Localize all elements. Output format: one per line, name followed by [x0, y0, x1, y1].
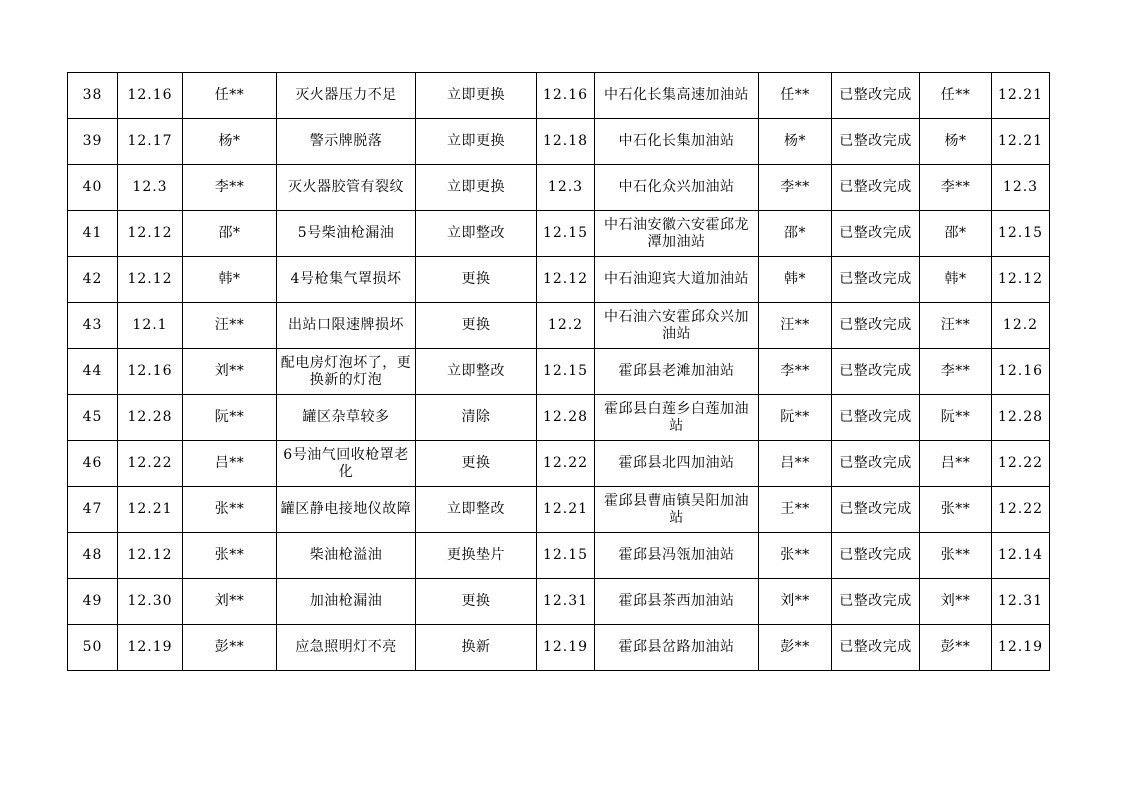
cell-verify-date: 12.15	[992, 211, 1050, 257]
cell-station: 中石化长集加油站	[595, 119, 759, 165]
cell-fix-date: 12.15	[537, 349, 595, 395]
cell-reporter: 彭**	[183, 625, 277, 671]
cell-verify-date: 12.22	[992, 441, 1050, 487]
table-row	[68, 257, 1050, 303]
cell-status: 已整改完成	[832, 625, 920, 671]
cell-fix-date: 12.22	[537, 441, 595, 487]
table-row	[68, 349, 1050, 395]
table-row	[68, 395, 1050, 441]
cell-verify-date: 12.22	[992, 487, 1050, 533]
cell-station: 中石油迎宾大道加油站	[595, 257, 759, 303]
cell-status: 已整改完成	[832, 579, 920, 625]
cell-found-date: 12.19	[118, 625, 183, 671]
rectification-table	[67, 72, 1050, 671]
cell-status: 已整改完成	[832, 487, 920, 533]
cell-issue: 警示牌脱落	[277, 119, 416, 165]
cell-no: 49	[68, 579, 118, 625]
cell-fix-date: 12.28	[537, 395, 595, 441]
cell-measure: 更换	[416, 257, 537, 303]
cell-station: 中石化众兴加油站	[595, 165, 759, 211]
table-row	[68, 625, 1050, 671]
cell-found-date: 12.17	[118, 119, 183, 165]
cell-no: 48	[68, 533, 118, 579]
cell-station: 霍邱县曹庙镇吴阳加油站	[595, 487, 759, 533]
cell-verify-date: 12.28	[992, 395, 1050, 441]
cell-measure: 立即更换	[416, 165, 537, 211]
cell-fix-date: 12.19	[537, 625, 595, 671]
cell-fixer: 邵*	[759, 211, 832, 257]
cell-status: 已整改完成	[832, 349, 920, 395]
cell-no: 39	[68, 119, 118, 165]
cell-fixer: 彭**	[759, 625, 832, 671]
cell-fixer: 吕**	[759, 441, 832, 487]
cell-no: 46	[68, 441, 118, 487]
cell-status: 已整改完成	[832, 165, 920, 211]
table-row	[68, 211, 1050, 257]
cell-fixer: 张**	[759, 533, 832, 579]
cell-no: 43	[68, 303, 118, 349]
cell-issue: 灭火器压力不足	[277, 73, 416, 119]
cell-verifier: 邵*	[920, 211, 992, 257]
cell-fixer: 杨*	[759, 119, 832, 165]
cell-found-date: 12.21	[118, 487, 183, 533]
cell-fixer: 汪**	[759, 303, 832, 349]
cell-no: 42	[68, 257, 118, 303]
cell-reporter: 张**	[183, 533, 277, 579]
cell-fix-date: 12.3	[537, 165, 595, 211]
cell-fixer: 王**	[759, 487, 832, 533]
cell-issue: 5号柴油枪漏油	[277, 211, 416, 257]
cell-found-date: 12.12	[118, 211, 183, 257]
cell-found-date: 12.30	[118, 579, 183, 625]
cell-measure: 立即整改	[416, 349, 537, 395]
cell-measure: 更换垫片	[416, 533, 537, 579]
cell-measure: 更换	[416, 303, 537, 349]
cell-no: 50	[68, 625, 118, 671]
cell-reporter: 张**	[183, 487, 277, 533]
cell-station: 霍邱县白莲乡白莲加油站	[595, 395, 759, 441]
cell-fix-date: 12.12	[537, 257, 595, 303]
cell-verify-date: 12.19	[992, 625, 1050, 671]
cell-reporter: 汪**	[183, 303, 277, 349]
cell-issue: 6号油气回收枪罩老化	[277, 441, 416, 487]
cell-fix-date: 12.31	[537, 579, 595, 625]
cell-fix-date: 12.16	[537, 73, 595, 119]
cell-status: 已整改完成	[832, 395, 920, 441]
cell-issue: 加油枪漏油	[277, 579, 416, 625]
table-row	[68, 73, 1050, 119]
cell-verify-date: 12.12	[992, 257, 1050, 303]
cell-verifier: 韩*	[920, 257, 992, 303]
cell-issue: 灭火器胶管有裂纹	[277, 165, 416, 211]
cell-station: 霍邱县茶西加油站	[595, 579, 759, 625]
cell-status: 已整改完成	[832, 73, 920, 119]
cell-verify-date: 12.16	[992, 349, 1050, 395]
cell-verifier: 吕**	[920, 441, 992, 487]
cell-found-date: 12.12	[118, 533, 183, 579]
cell-issue: 出站口限速牌损坏	[277, 303, 416, 349]
cell-found-date: 12.16	[118, 73, 183, 119]
cell-station: 霍邱县冯瓴加油站	[595, 533, 759, 579]
cell-measure: 更换	[416, 579, 537, 625]
cell-fix-date: 12.2	[537, 303, 595, 349]
cell-found-date: 12.3	[118, 165, 183, 211]
cell-measure: 立即更换	[416, 73, 537, 119]
cell-reporter: 韩*	[183, 257, 277, 303]
cell-found-date: 12.16	[118, 349, 183, 395]
cell-issue: 应急照明灯不亮	[277, 625, 416, 671]
table-row	[68, 533, 1050, 579]
cell-verifier: 刘**	[920, 579, 992, 625]
cell-status: 已整改完成	[832, 257, 920, 303]
cell-fixer: 李**	[759, 349, 832, 395]
cell-fix-date: 12.15	[537, 533, 595, 579]
cell-fix-date: 12.21	[537, 487, 595, 533]
cell-measure: 换新	[416, 625, 537, 671]
cell-no: 44	[68, 349, 118, 395]
cell-verifier: 阮**	[920, 395, 992, 441]
cell-verifier: 张**	[920, 533, 992, 579]
cell-verify-date: 12.31	[992, 579, 1050, 625]
cell-fixer: 阮**	[759, 395, 832, 441]
cell-status: 已整改完成	[832, 441, 920, 487]
cell-status: 已整改完成	[832, 211, 920, 257]
cell-status: 已整改完成	[832, 119, 920, 165]
cell-verify-date: 12.21	[992, 73, 1050, 119]
cell-measure: 立即更换	[416, 119, 537, 165]
cell-measure: 立即整改	[416, 487, 537, 533]
cell-verifier: 李**	[920, 165, 992, 211]
table-row	[68, 303, 1050, 349]
cell-verifier: 李**	[920, 349, 992, 395]
cell-reporter: 刘**	[183, 579, 277, 625]
cell-reporter: 杨*	[183, 119, 277, 165]
cell-fixer: 刘**	[759, 579, 832, 625]
cell-measure: 更换	[416, 441, 537, 487]
cell-no: 38	[68, 73, 118, 119]
cell-issue: 柴油枪溢油	[277, 533, 416, 579]
table-row	[68, 165, 1050, 211]
table-row	[68, 119, 1050, 165]
cell-found-date: 12.1	[118, 303, 183, 349]
cell-no: 40	[68, 165, 118, 211]
cell-fix-date: 12.18	[537, 119, 595, 165]
cell-issue: 罐区静电接地仪故障	[277, 487, 416, 533]
cell-status: 已整改完成	[832, 303, 920, 349]
cell-verify-date: 12.3	[992, 165, 1050, 211]
cell-station: 中石油安徽六安霍邱龙潭加油站	[595, 211, 759, 257]
table-row	[68, 441, 1050, 487]
cell-verify-date: 12.2	[992, 303, 1050, 349]
cell-fixer: 李**	[759, 165, 832, 211]
cell-verifier: 张**	[920, 487, 992, 533]
cell-no: 41	[68, 211, 118, 257]
cell-verifier: 任**	[920, 73, 992, 119]
cell-measure: 立即整改	[416, 211, 537, 257]
cell-no: 47	[68, 487, 118, 533]
table-row	[68, 487, 1050, 533]
cell-reporter: 刘**	[183, 349, 277, 395]
cell-found-date: 12.22	[118, 441, 183, 487]
cell-station: 霍邱县岔路加油站	[595, 625, 759, 671]
cell-reporter: 阮**	[183, 395, 277, 441]
cell-issue: 罐区杂草较多	[277, 395, 416, 441]
cell-station: 霍邱县老滩加油站	[595, 349, 759, 395]
cell-no: 45	[68, 395, 118, 441]
cell-found-date: 12.28	[118, 395, 183, 441]
cell-issue: 4号枪集气罩损坏	[277, 257, 416, 303]
cell-verifier: 汪**	[920, 303, 992, 349]
cell-station: 中石油六安霍邱众兴加油站	[595, 303, 759, 349]
cell-verify-date: 12.14	[992, 533, 1050, 579]
cell-verifier: 彭**	[920, 625, 992, 671]
cell-found-date: 12.12	[118, 257, 183, 303]
cell-status: 已整改完成	[832, 533, 920, 579]
cell-reporter: 任**	[183, 73, 277, 119]
cell-fixer: 韩*	[759, 257, 832, 303]
cell-fixer: 任**	[759, 73, 832, 119]
cell-reporter: 李**	[183, 165, 277, 211]
cell-station: 中石化长集高速加油站	[595, 73, 759, 119]
cell-station: 霍邱县北四加油站	[595, 441, 759, 487]
cell-verify-date: 12.21	[992, 119, 1050, 165]
cell-verifier: 杨*	[920, 119, 992, 165]
cell-fix-date: 12.15	[537, 211, 595, 257]
cell-issue: 配电房灯泡坏了，更换新的灯泡	[277, 349, 416, 395]
table-body	[68, 73, 1050, 671]
cell-reporter: 邵*	[183, 211, 277, 257]
cell-measure: 清除	[416, 395, 537, 441]
table-row	[68, 579, 1050, 625]
cell-reporter: 吕**	[183, 441, 277, 487]
